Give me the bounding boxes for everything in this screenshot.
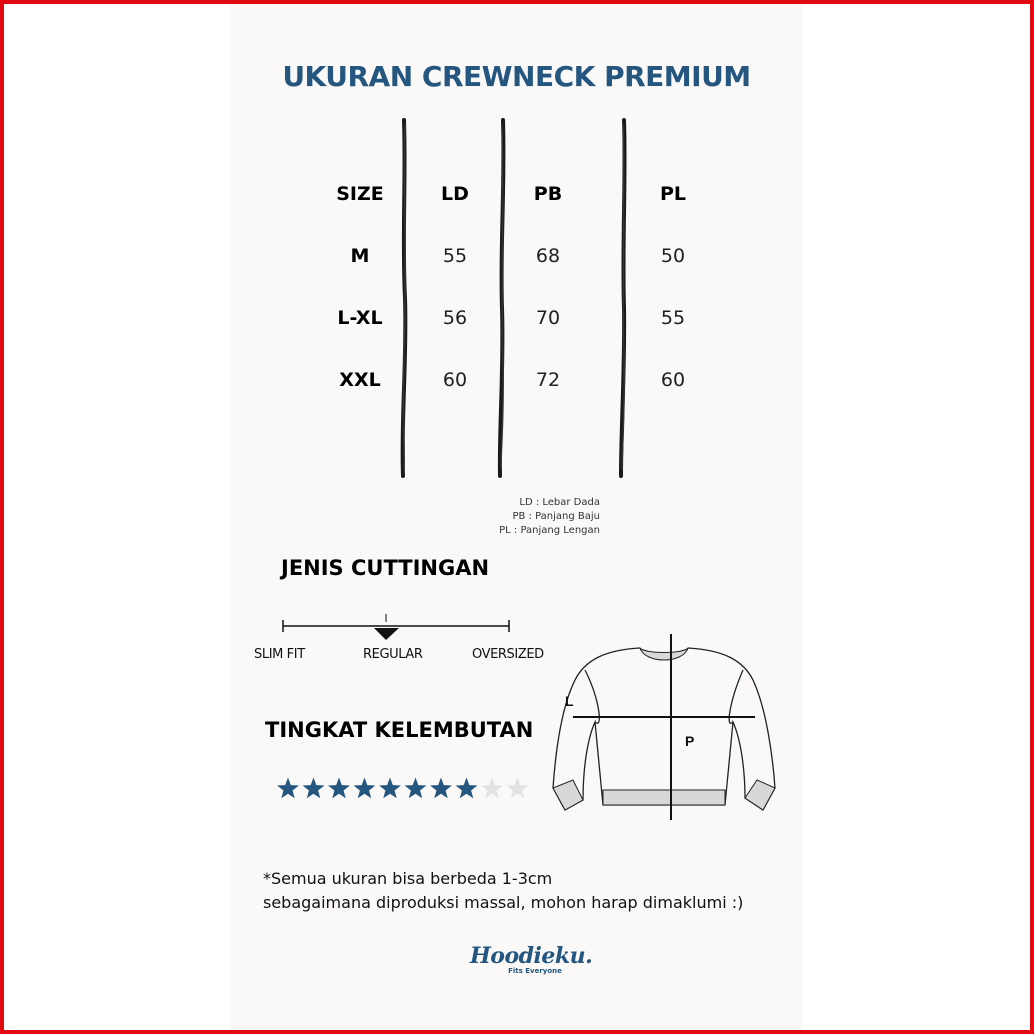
star-empty-icon	[507, 778, 529, 799]
column-divider-2	[494, 118, 510, 480]
crewneck-diagram	[545, 630, 785, 822]
softness-rating	[276, 776, 532, 804]
column-divider-3	[615, 118, 631, 480]
star-filled-icon	[303, 778, 325, 799]
ld-m: 55	[442, 245, 468, 267]
legend-pl: PL : Panjang Lengan	[499, 525, 600, 536]
header-ld: LD	[441, 183, 469, 205]
star-empty-icon	[481, 778, 503, 799]
fit-pointer-marker	[374, 628, 399, 640]
note-line-1: *Semua ukuran bisa berbeda 1-3cm	[263, 869, 553, 888]
header-pl: PL	[659, 183, 687, 205]
ld-xxl: 60	[442, 369, 468, 391]
pb-xxl: 72	[535, 369, 561, 391]
brand-tagline: Fits Everyone	[508, 967, 562, 975]
column-divider-1	[396, 118, 412, 480]
pl-m: 50	[660, 245, 686, 267]
right-sleeve-seam	[729, 670, 743, 723]
fit-label-slim: SLIM FIT	[254, 647, 305, 662]
legend-ld: LD : Lebar Dada	[519, 497, 600, 508]
waist-band	[603, 790, 725, 805]
legend-pb: PB : Panjang Baju	[512, 511, 600, 522]
note-line-2: sebagaimana diproduksi massal, mohon harap dimaklumi :)	[263, 893, 744, 912]
star-filled-icon	[328, 778, 350, 799]
size-m: M	[350, 245, 370, 267]
brand-wordmark: Hoodieku.	[470, 943, 593, 969]
star-filled-icon	[456, 778, 478, 799]
ld-lxl: 56	[442, 307, 468, 329]
size-lxl: L-XL	[337, 307, 383, 329]
star-filled-icon	[354, 778, 376, 799]
length-label: P	[685, 733, 695, 749]
pl-xxl: 60	[660, 369, 686, 391]
star-filled-icon	[277, 778, 299, 799]
star-filled-icon	[379, 778, 401, 799]
pb-lxl: 70	[535, 307, 561, 329]
page-title: UKURAN CREWNECK PREMIUM	[282, 60, 751, 93]
cutting-title: JENIS CUTTINGAN	[281, 556, 490, 580]
pb-m: 68	[535, 245, 561, 267]
pl-lxl: 55	[660, 307, 686, 329]
header-size: SIZE	[336, 183, 384, 205]
collar-rib	[640, 648, 688, 660]
header-pb: PB	[533, 183, 563, 205]
star-filled-icon	[430, 778, 452, 799]
width-label: L	[565, 693, 574, 709]
right-cuff	[745, 780, 775, 810]
fit-label-oversized: OVERSIZED	[472, 647, 544, 662]
brand-logo	[470, 943, 593, 976]
softness-title: TINGKAT KELEMBUTAN	[265, 718, 534, 742]
size-xxl: XXL	[339, 369, 381, 391]
left-sleeve-seam	[585, 670, 599, 723]
star-filled-icon	[405, 778, 427, 799]
fit-scale	[278, 612, 516, 642]
left-cuff	[553, 780, 583, 810]
fit-label-regular: REGULAR	[363, 647, 423, 662]
